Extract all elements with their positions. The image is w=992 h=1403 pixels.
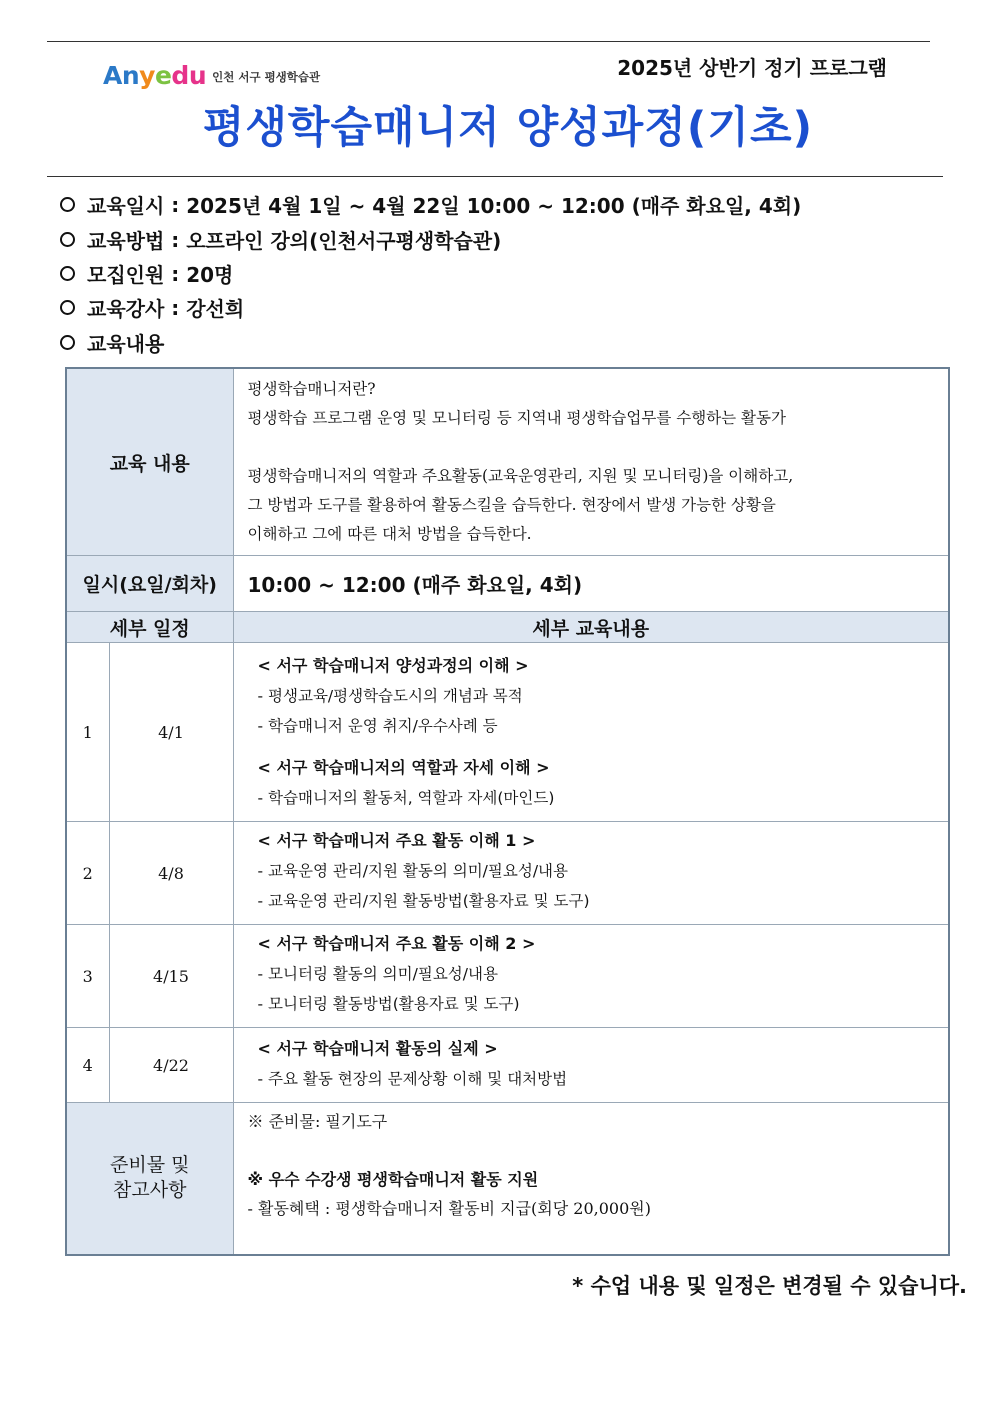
session-date: 4/15	[109, 925, 233, 1028]
session-number: 1	[66, 643, 109, 822]
info-row-content: 교육내용	[60, 328, 164, 357]
session-date: 4/22	[109, 1028, 233, 1103]
table-row	[66, 925, 949, 1028]
session-detail: < 서구 학습매니저 주요 활동 이해 1 > - 교육운영 관리/지원 활동의 의미/필요성/내용 - 교육운영 관리/지원 활동방법(활용자료 및 도구)	[233, 822, 949, 925]
schedule-header: 세부 일정	[66, 612, 233, 643]
info-row-instructor: 교육강사 : 강선희	[60, 293, 244, 322]
table-row	[66, 822, 949, 925]
session-number: 4	[66, 1028, 109, 1103]
content-row	[66, 368, 949, 556]
session-date: 4/1	[109, 643, 233, 822]
session-detail: < 서구 학습매니저 양성과정의 이해 > - 평생교육/평생학습도시의 개념과 목적 - 학습매니저 운영 취지/우수사례 등 < 서구 학습매니저의 역할과 자세 이해 > - 학습매니저의 활동처, 역할과 자세(마인드)	[233, 643, 949, 822]
session-detail: < 서구 학습매니저 주요 활동 이해 2 > - 모니터링 활동의 의미/필요성/내용 - 모니터링 활동방법(활용자료 및 도구)	[233, 925, 949, 1028]
detail-header: 세부 교육내용	[233, 612, 949, 643]
logo-wordmark: Anyedu	[103, 61, 207, 90]
session-date: 4/8	[109, 822, 233, 925]
session-number: 2	[66, 822, 109, 925]
time-row	[66, 556, 949, 612]
table-row	[66, 643, 949, 822]
schedule-header-row	[66, 612, 949, 643]
circle-bullet-icon	[60, 266, 75, 281]
circle-bullet-icon	[60, 335, 75, 350]
top-rule	[47, 41, 930, 42]
time-header: 일시(요일/회차)	[66, 556, 233, 612]
curriculum-table	[65, 367, 950, 1256]
circle-bullet-icon	[60, 232, 75, 247]
session-number: 3	[66, 925, 109, 1028]
anyedu-logo	[103, 44, 320, 88]
circle-bullet-icon	[60, 300, 75, 315]
notes-header: 준비물 및 참고사항	[66, 1103, 233, 1255]
schedule-change-notice: * 수업 내용 및 일정은 변경될 수 있습니다.	[572, 1274, 967, 1298]
time-value: 10:00 ~ 12:00 (매주 화요일, 4회)	[233, 556, 949, 612]
info-row-capacity: 모집인원 : 20명	[60, 259, 233, 288]
content-header: 교육 내용	[66, 368, 233, 556]
table-row	[66, 1028, 949, 1103]
info-row-method: 교육방법 : 오프라인 강의(인천서구평생학습관)	[60, 225, 501, 254]
info-row-date: 교육일시 : 2025년 4월 1일 ~ 4월 22일 10:00 ~ 12:00 (매주 화요일, 4회)	[60, 190, 801, 219]
logo-subtitle: 인천 서구 평생학습관	[212, 70, 321, 84]
title-rule	[47, 176, 943, 177]
notes-row	[66, 1103, 949, 1255]
page-title: 평생학습매니저 양성과정(기초)	[202, 103, 814, 153]
notes-content: ※ 준비물: 필기도구 ※ 우수 수강생 평생학습매니저 활동 지원 - 활동혜택 : 평생학습매니저 활동비 지급(회당 20,000원)	[233, 1103, 949, 1255]
content-description: 평생학습매니저란? 평생학습 프로그램 운영 및 모니터링 등 지역내 평생학습업무를 수행하는 활동가 평생학습매니저의 역할과 주요활동(교육운영관리, 지원 및 모니터링)을 이해하고, 그 방법과 도구를 활용하여 활동스킬을 습득한다. 현장에서 발생 가능한 상황을 이해하고 그에 따른 대처 방법을 습득한다.	[233, 368, 949, 556]
circle-bullet-icon	[60, 197, 75, 212]
program-label: 2025년 상반기 정기 프로그램	[617, 56, 887, 80]
session-detail: < 서구 학습매니저 활동의 실제 > - 주요 활동 현장의 문제상황 이해 및 대처방법	[233, 1028, 949, 1103]
